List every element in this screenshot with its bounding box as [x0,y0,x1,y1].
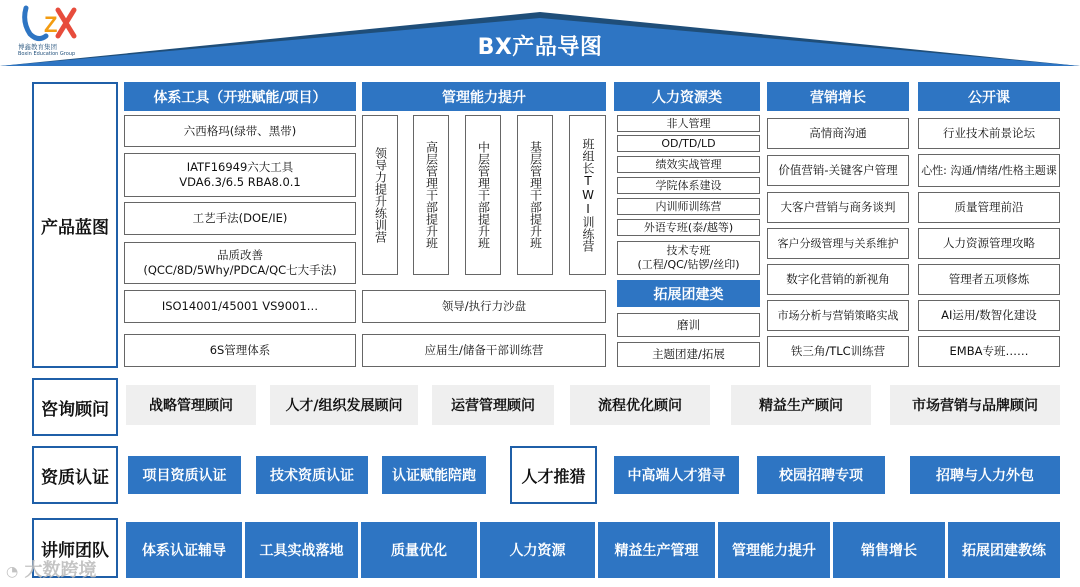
management-item: 应届生/储备干部训练营 [362,334,606,367]
page-title: BX产品导图 [477,35,603,60]
lecturer-team-item: 精益生产管理 [598,522,715,578]
row-label-consulting: 咨询顾问 [32,378,118,436]
system-tool-item: 6S管理体系 [124,334,356,367]
marketing-item: 客户分级管理与关系维护 [767,228,909,259]
marketing-item: 市场分析与营销策略实战 [767,300,909,331]
management-program: 基层管理干部提升班 [517,115,553,275]
hr-item: OD/TD/LD [617,135,760,152]
headhunting-item: 校园招聘专项 [757,456,885,494]
headhunting-label: 人才推猎 [510,446,597,504]
hr-item: 内训师训练营 [617,198,760,215]
consulting-item: 人才/组织发展顾问 [270,385,418,425]
system-tool-item: 工艺手法(DOE/IE) [124,202,356,235]
public-course-item: 心性: 沟通/情绪/性格主题课 [918,154,1060,187]
team-building-item: 主题团建/拓展 [617,342,760,367]
row-label-certification: 资质认证 [32,446,118,504]
public-course-item: 管理者五项修炼 [918,264,1060,295]
hr-item: 绩效实战管理 [617,156,760,173]
certification-item: 技术资质认证 [256,456,368,494]
lecturer-team-item: 工具实战落地 [245,522,358,578]
logo-caption-en: Boxin Education Group [18,51,76,57]
marketing-item: 高情商沟通 [767,118,909,149]
logo-caption [18,44,75,58]
hr-item: 外语专班(泰/越等) [617,219,760,236]
hr-item: 学院体系建设 [617,177,760,194]
col-header-system-tools: 体系工具（开班赋能/项目） [124,82,356,111]
col-header-management: 管理能力提升 [362,82,606,111]
public-course-item: EMBA专班…… [918,336,1060,367]
management-program: 班组长TWI训练营 [569,115,606,275]
system-tool-item: ISO14001/45001 VS9001… [124,290,356,323]
marketing-item: 价值营销-关键客户管理 [767,155,909,186]
watermark-text: 大数跨境 [24,560,97,581]
col-header-public-courses: 公开课 [918,82,1060,111]
lecturer-team-item: 人力资源 [480,522,595,578]
management-program: 中层管理干部提升班 [465,115,501,275]
certification-item: 项目资质认证 [128,456,241,494]
hr-item: 非人管理 [617,115,760,132]
headhunting-item: 招聘与人力外包 [910,456,1060,494]
col-subheader-team-building: 拓展团建类 [617,280,760,307]
lecturer-team-item: 销售增长 [833,522,945,578]
row-label-blueprint: 产品蓝图 [32,82,118,368]
col-header-marketing: 营销增长 [767,82,909,111]
management-item: 领导/执行力沙盘 [362,290,606,323]
lecturer-team-item: 体系认证辅导 [126,522,242,578]
consulting-item: 战略管理顾问 [126,385,256,425]
management-program: 领导力提升练训营 [362,115,398,275]
marketing-item: 数字化营销的新视角 [767,264,909,295]
public-course-item: 质量管理前沿 [918,192,1060,223]
certification-item: 认证赋能陪跑 [382,456,486,494]
lecturer-team-item: 管理能力提升 [718,522,830,578]
logo-icon [20,4,78,44]
watermark [6,556,97,582]
watermark-icon: ◔ [6,564,19,580]
headhunting-item: 中高端人才猎寻 [614,456,739,494]
logo-caption-cn: 博鑫教育集团 [18,43,57,51]
hr-item: 技术专班 (工程/QC/钻锣/丝印) [617,241,760,275]
marketing-item: 大客户营销与商务谈判 [767,192,909,223]
consulting-item: 运营管理顾问 [432,385,554,425]
consulting-item: 流程优化顾问 [570,385,710,425]
consulting-item: 精益生产顾问 [731,385,871,425]
team-building-item: 磨训 [617,313,760,337]
col-header-hr: 人力资源类 [614,82,760,111]
lecturer-team-item: 拓展团建教练 [948,522,1060,578]
public-course-item: AI运用/数智化建设 [918,300,1060,331]
system-tool-item: 六西格玛(绿带、黑带) [124,115,356,147]
lecturer-team-item: 质量优化 [361,522,477,578]
system-tool-item: IATF16949六大工具 VDA6.3/6.5 RBA8.0.1 [124,153,356,197]
row-label-lecturers: 讲师团队 [32,518,118,578]
system-tool-item: 品质改善 (QCC/8D/5Why/PDCA/QC七大手法) [124,242,356,284]
public-course-item: 行业技术前景论坛 [918,118,1060,149]
marketing-item: 铁三角/TLC训练营 [767,336,909,367]
management-program: 高层管理干部提升班 [413,115,449,275]
svg-text:Z: Z [44,12,58,37]
consulting-item: 市场营销与品牌顾问 [890,385,1060,425]
public-course-item: 人力资源管理攻略 [918,228,1060,259]
